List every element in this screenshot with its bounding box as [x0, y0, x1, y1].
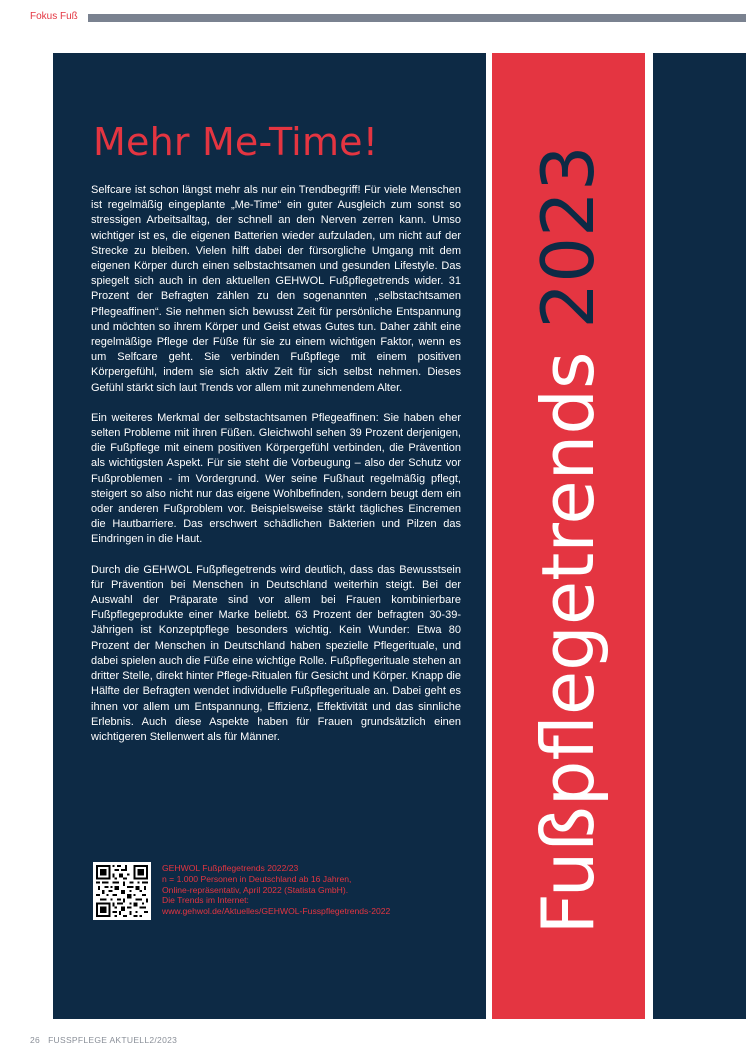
source-link[interactable]: www.gehwol.de/Aktuelles/GEHWOL-Fusspflegetrends-2022 — [162, 906, 391, 917]
article-paragraph: Ein weiteres Merkmal der selbstachtsamen Pflegeaffinen: Sie haben eher selten Probleme mit ihren Füßen. Gleichwohl sehen 39 Prozent derjenigen, die Fußpflege mit einem positiven Körpergefühl verbinden, die Prävention als wichtigsten Aspekt. Für sie steht die Vorbeugung – also der Schutz vor Fußproblemen - im Vordergrund. Wer seine Fußhaut regelmäßig pflegt, steigert so also nicht nur das eigene Wohlbefinden, sondern beugt dem ein oder anderen Fußproblem vor. Beispielsweise stärkt tägliches Eincremen die Hautbarriere. Das erschwert schädlichen Bakterien und Pilzen das Eindringen in die Haut. — [91, 411, 461, 546]
article-paragraph: Selfcare ist schon längst mehr als nur ein Trendbegriff! Für viele Menschen ist regelmäßig eingeplante „Me-Time“ ein guter Ausgleich zum sonst so stressigen Arbeitsalltag, der schnell an den Nerven zerren kann. Umso wichtiger ist es, die eigenen Batterien wieder aufzuladen, um nicht auf der Strecke zu bleiben. Vielen hilft dabei der fürsorgliche Umgang mit dem eigenen Körper durch einen selbstachtsamen und gesunden Lifestyle. Das spiegelt sich auch in den aktuellen GEHWOL Fußpflegetrends wider. 31 Prozent der Befragten zählen zu den sogenannten „selbstachtsamen Pflegeaffinen“. Sie nehmen sich bewusst Zeit für persönliche Entspannung und möchten so ihrem Körper und Geist etwas Gutes tun. Daher zählt eine regelmäßige Pflege der Füße für sie zu einem wichtigen Faktor, wenn es um Selfcare geht. Sie verbinden Fußpflege mit einem positiven Körpergefühl, indem sie sich aktiv Zeit für sich selbst nehmen. Dieses Gefühl stärkt sich laut Trends vor allem mit zunehmendem Alter. — [91, 184, 461, 394]
header-rule — [88, 14, 746, 22]
source-line: Die Trends im Internet: — [162, 895, 249, 906]
section-label: Fokus Fuß — [30, 11, 78, 22]
article-paragraph: Durch die GEHWOL Fußpflegetrends wird deutlich, dass das Bewusstsein für Prävention bei Menschen in Deutschland weiterhin steigt. Bei der Auswahl der Präparate sind vor allem bei Frauen kombinierbare Fußpflegeprodukte einer Marke beliebt. 63 Prozent der befragten 30-39-Jährigen ist Konzeptpflege besonders wichtig. Kein Wunder: Etwa 80 Prozent der Menschen in Deutschland haben spezielle Pflegerituale, und dabei spielen auch die Füße eine wichtige Rolle. Fußpflegerituale stehen an dritter Stelle, direkt hinter Pflege-Ritualen für Gesicht und Körper. Knapp die Hälfte der Befragten wendet individuelle Fußpflegerituale an. Dabei geht es ihnen vor allem um Entspannung, Effizienz, Effektivität und das sinnliche Erlebnis. Auch diese Aspekte haben für Frauen grundsätzlich einen wichtigeren Stellenwert als für Männer. — [91, 563, 461, 743]
publication-name: FUSSPFLEGE AKTUELL2/2023 — [48, 1035, 178, 1045]
article-headline: Mehr Me-Time! — [93, 120, 379, 164]
source-line: GEHWOL Fußpflegetrends 2022/23 — [162, 863, 299, 873]
vertical-title — [526, 145, 610, 935]
right-decor-strip — [653, 53, 746, 1019]
page-footer — [30, 1035, 185, 1045]
qr-code-icon[interactable] — [93, 862, 151, 920]
source-line: Online-repräsentativ, April 2022 (Statista GmbH). — [162, 884, 349, 895]
vertical-title-year: 2023 — [526, 145, 610, 329]
vertical-title-word: Fußpflegetrends — [526, 351, 610, 935]
source-line: n = 1.000 Personen in Deutschland ab 16 Jahren, — [162, 873, 352, 884]
page-number: 26 — [30, 1035, 41, 1045]
article-body — [91, 183, 461, 760]
source-note — [162, 863, 462, 917]
